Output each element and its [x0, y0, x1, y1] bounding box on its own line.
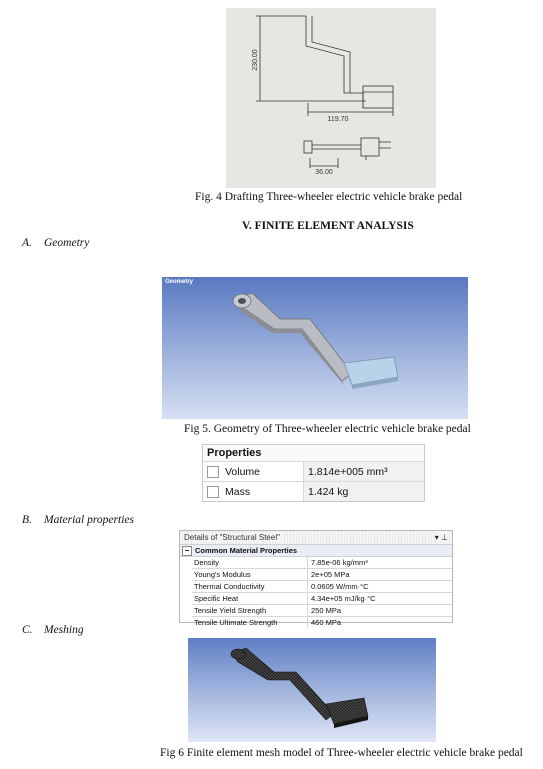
property-value: 1.814e+005 mm³ [304, 462, 424, 481]
material-value: 7.85e-06 kg/mm³ [311, 558, 368, 567]
material-value: 250 MPa [311, 606, 342, 615]
details-title-bar [180, 531, 452, 545]
dimension-width: 119.70 [327, 116, 349, 123]
material-key: Tensile Ultimate Strength [192, 617, 308, 628]
pin-icon[interactable]: ▾ ⊥ [434, 533, 448, 542]
property-group[interactable] [180, 545, 452, 557]
fig5-caption: Fig 5. Geometry of Three-wheeler electric vehicle brake pedal [184, 423, 471, 435]
material-key: Specific Heat [192, 593, 308, 604]
material-row [192, 593, 452, 605]
geometry-viewport [162, 277, 468, 419]
dimension-height: 230.00 [252, 49, 259, 71]
material-value: 2e+05 MPa [311, 570, 350, 579]
material-row [192, 569, 452, 581]
mesh-viewport [188, 638, 436, 742]
material-key: Young's Modulus [192, 569, 308, 580]
material-details-panel [179, 530, 453, 627]
property-key: Mass [225, 485, 251, 498]
material-key: Tensile Yield Strength [192, 605, 308, 616]
subsection-title: Meshing [44, 624, 84, 636]
checkbox[interactable] [207, 466, 219, 478]
material-value: 0.0605 W/mm·°C [311, 582, 369, 591]
dimension-thickness: 36.00 [315, 169, 333, 176]
subsection-title: Material properties [44, 514, 134, 526]
property-value: 1.424 kg [304, 482, 424, 501]
subsection-label: C. [22, 624, 33, 636]
material-row [192, 617, 452, 628]
subsection-geometry [22, 237, 89, 249]
subsection-title: Geometry [44, 237, 90, 249]
properties-row [203, 462, 424, 482]
properties-row [203, 482, 424, 501]
material-value: 4.34e+05 mJ/kg·°C [311, 594, 376, 603]
viewport-tag: Geometry [165, 279, 194, 285]
collapse-icon[interactable]: − [182, 546, 192, 556]
subsection-label: A. [22, 237, 32, 249]
details-title: Details of "Structural Steel" [184, 533, 283, 542]
subsection-label: B. [22, 514, 32, 526]
drafting-drawing [226, 8, 436, 188]
material-row [192, 557, 452, 569]
subsection-meshing [22, 624, 84, 636]
section-heading: V. FINITE ELEMENT ANALYSIS [242, 220, 414, 232]
properties-panel [202, 444, 425, 502]
property-key: Volume [225, 465, 261, 478]
material-key: Density [192, 557, 308, 568]
material-row [192, 581, 452, 593]
material-value: 460 MPa [311, 618, 342, 627]
drafting-figure [226, 8, 436, 188]
material-key: Thermal Conductivity [192, 581, 308, 592]
properties-header: Properties [203, 445, 424, 462]
group-title: Common Material Properties [195, 546, 298, 555]
pedal-geometry-model [162, 277, 468, 419]
material-row [192, 605, 452, 617]
subsection-material [22, 514, 134, 526]
fig4-caption: Fig. 4 Drafting Three-wheeler electric vehicle brake pedal [195, 191, 463, 203]
fig6-caption: Fig 6 Finite element mesh model of Three-wheeler electric vehicle brake pedal [160, 747, 523, 759]
checkbox[interactable] [207, 486, 219, 498]
pedal-mesh-model [188, 638, 436, 742]
